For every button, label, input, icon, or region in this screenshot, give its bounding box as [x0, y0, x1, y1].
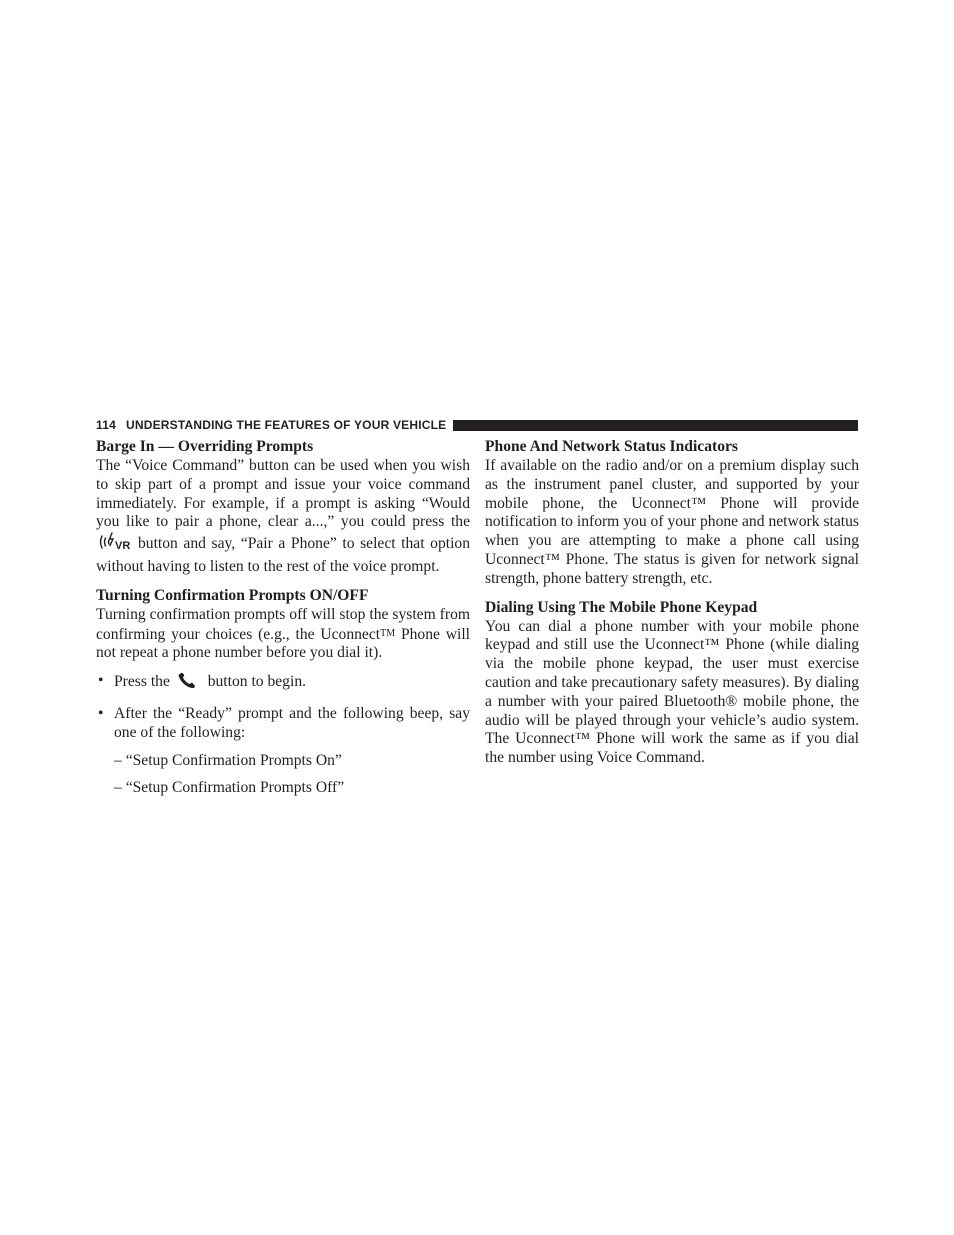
status-paragraph: If available on the radio and/or on a premium display such as the instrument panel cluster, and supported by your mobile phone, the Uconnect™ Phone will provide notification to inform you of your phone and network status when you are attempting to make a phone call using Uconnect™ Phone. The status is given for network signal strength, phone battery strength, etc. — [485, 457, 859, 587]
dash-item: – “Setup Confirmation Prompts On” — [114, 751, 342, 769]
page-header — [96, 417, 858, 433]
keypad-heading: Dialing Using The Mobile Phone Keypad — [485, 598, 758, 616]
svg-text:VR: VR — [115, 540, 131, 553]
bullet-item — [96, 705, 470, 743]
right-column — [485, 437, 859, 768]
bullet-item — [96, 672, 470, 696]
bullet-dot: • — [98, 672, 104, 690]
bullet-text-post: button to begin. — [207, 673, 307, 691]
barge-text-1: The “Voice Command” button can be used when you wish to skip part of a prompt and issue your voice command immediately. For example, if a prompt is asking “Would you like to pair a phone, clear a...,” you could press the — [96, 457, 470, 531]
status-heading: Phone And Network Status Indicators — [485, 438, 738, 455]
barge-heading: Barge In — Overriding Prompts — [96, 438, 314, 455]
keypad-paragraph: You can dial a phone number with your mobile phone keypad and still use the Uconnect™ Phone (while dialing via the mobile phone keypad, the user must exercise caution and take precautionary safety measures). By dialing a number with your paired Bluetooth® mobile phone, the audio will be played through your vehicle’s audio system. The Uconnect™ Phone will work the same as if you dial the number using Voice Command. — [485, 617, 859, 767]
voice-recognition-icon — [99, 532, 135, 558]
bullet-text: After the “Ready” prompt and the following beep, say one of the following: — [114, 704, 470, 741]
header-rule — [453, 420, 858, 431]
barge-paragraph — [96, 457, 470, 577]
trademark-mark: TM — [380, 627, 396, 639]
barge-text-2: button and say, “Pair a Phone” to select that option without having to listen to the rest of the voice prompt. — [96, 535, 470, 575]
chapter-title: UNDERSTANDING THE FEATURES OF YOUR VEHICLE — [125, 418, 447, 432]
confirm-text-1: Turning confirmation prompts off will stop the system from confirming your choices (e.g., the Uconnect — [96, 605, 470, 643]
section-gap — [485, 589, 859, 598]
confirm-text-2: Phone will not repeat a phone number before you dial it). — [96, 625, 470, 662]
confirm-heading: Turning Confirmation Prompts ON/OFF — [96, 586, 369, 604]
bullet-text-pre: Press the — [114, 673, 170, 691]
page-number: 114 — [96, 418, 116, 432]
left-column — [96, 437, 470, 798]
section-gap — [96, 577, 470, 586]
dash-item: – “Setup Confirmation Prompts Off” — [114, 779, 345, 797]
confirm-paragraph — [96, 606, 470, 663]
bullet-dot: • — [98, 704, 104, 722]
phone-handset-icon — [177, 672, 201, 696]
